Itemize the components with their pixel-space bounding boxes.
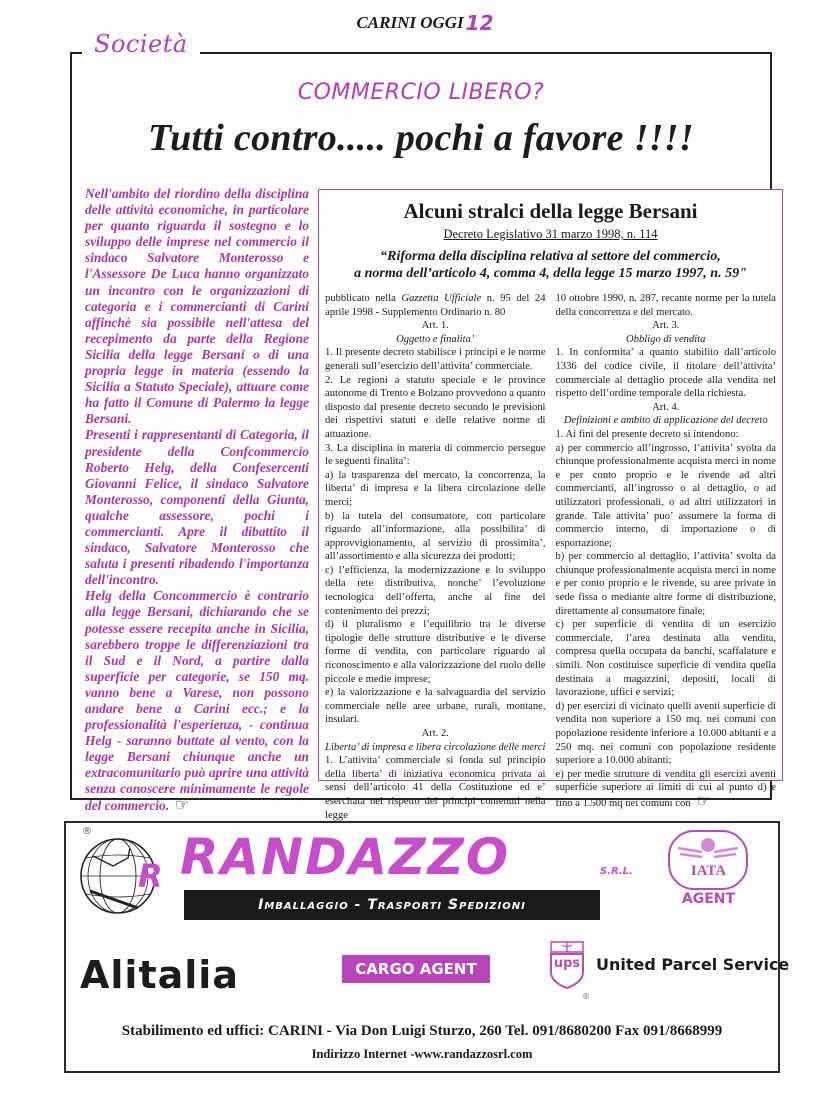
gazette-name: Gazzetta Ufficiale [401,293,482,304]
intro-column [85,186,309,814]
article-number: Art. 4. [652,401,680,413]
issue-number: 12 [465,11,494,35]
law-box-title: Alcuni stralci della legge Bersani [403,199,698,223]
law-paragraph: d) per esercizi di vicinato quelli aventi superficie di vendita non superiore a 150 mq. nei comuni con popolazione residente inferiore a 10.000 abitanti e a 250 mq. nei comuni con popolazione residente superiore a 10.000 abitanti; [555,700,776,767]
intro-paragraph [85,588,309,813]
law-subtitle-line: a norma dell’articolo 4, comma 4, della legge 15 marzo 1997, n. 59" [354,266,747,281]
company-address: Stabilimento ed uffici: CARINI - Via Don Luigi Sturzo, 260 Tel. 091/8680200 Fax 091/8668999 [121,1023,723,1039]
law-paragraph: 10 ottobre 1990, n. 287, recante norme per la tutela della concorrenza e del mercato. [555,293,776,318]
company-website: Indirizzo Internet -www.randazzosrl.com [311,1047,533,1061]
logo-letter: R [138,857,163,895]
article-number: Art. 3. [652,320,680,332]
law-paragraph: c) l’efficienza, la modernizzazione e lo sviluppo della rete distributiva, nonche’ l’evoluzione tecnologica dell’offerta, anche al fine del contenimento dei prezzi; [325,564,546,617]
law-subtitle [325,248,776,282]
ups-name: United Parcel Service [596,955,790,974]
law-columns [325,292,776,822]
law-excerpt-box [318,189,783,821]
article-title: Obbligo di vendita [626,333,706,345]
text: n. 95 del 24 aprile 1998 - Supplemento Ordinario n. 80 [325,293,546,318]
article-kicker: COMMERCIO LIBERO? [297,80,545,105]
alitalia-logo: Alitalia [80,953,239,997]
brand-name: RANDAZZO [180,828,511,886]
law-paragraph: b) la tutela del consumatore, con particolare riguardo all’informazione, alla possibilita’ di approvvigionamento, al servizio di prossimita’, all’assortimento e alla sicurezza dei prodotti; [325,510,546,563]
iata-agent-label: AGENT [681,891,736,907]
law-paragraph: 1. In conformita’ a quanto stabilito dall’articolo 1336 del codice civile, il titolare dell’attivita’ commerciale al dettaglio procede alla vendita nel rispetto dell’ordine temporale della richiesta. [555,347,776,400]
intro-paragraph: Presenti i rappresentanti di Categoria, il presidente della Confcommercio Roberto Helg, della Confesercenti Giovanni Felice, il sindaco Salvatore Monterosso, componenti della Giunta, qualche assessore, pochi i commercianti. Apre il dibattito il sindaco, Salvatore Monterosso che saluta i presenti ribadendo l'importanza dell'incontro. [85,427,309,588]
law-paragraph: 1. L’attivita’ commerciale si fonda sul principio della liberta’ di iniziativa economica privata ai sensi dell’articolo 41 della Costituzione ed e’ esercitata nel rispetto dei principi contenuti nella legge [325,755,546,821]
article-number: Art. 2. [421,728,449,739]
law-paragraph: 1. Ai fini del presente decreto si intendono: [555,428,739,440]
law-paragraph: d) il pluralismo e l’equilibrio tra le diverse tipologie delle strutture distributive e le diverse forme di vendita, con particolare riguardo al riconoscimento e alla valorizzazione del ruolo delle piccole e medie imprese; [325,619,546,685]
cargo-agent-badge: CARGO AGENT [342,955,490,983]
iata-logo [668,830,748,910]
intro-paragraph-text: Helg della Concommercio è contrario alla legge Bersani, dichiarando che se potesse essere recepita anche in Sicilia, sarebbero troppe le differenziazioni tra il Sud e il Nord, a partire dalla superficie per categorie, se 150 mq. vanno bene a Varese, non possono andare bene a Carini ecc.; e la professionalità l'esperienza, - continua Helg - saranno buttate al vento, con la legge Bersani chiunque anche un extracomunitario può aprire una attività senza conoscere minimamente le regole del commercio. [85,588,309,813]
article-title: Definizioni e ambito di applicazione del decreto [563,415,768,427]
text: pubblicato nella [325,293,402,304]
ups-logo-text: ups [553,956,581,971]
ups-logo [548,940,592,1006]
iata-wings-icon [676,836,740,860]
frame-rule [200,52,772,54]
article-headline: Tutti contro..... pochi a favore !!!! [148,117,694,159]
law-paragraph [556,768,777,811]
iata-text: IATA [690,863,727,879]
article-title: Oggetto e finalita’ [396,333,475,345]
law-paragraph: 2. Le regioni a statuto speciale e le province autonome di Trento e Bolzano provvedono a quanto disposto dal presente decreto secondo le previsioni dei rispettivi statuti e delle relative norme di attuazione. [325,374,546,440]
law-paragraph: a) la trasparenza del mercato, la concorrenza, la liberta’ di impresa e la libera circolazione delle merci; [325,469,546,508]
frame-rule [70,52,82,54]
law-column-left [325,292,546,822]
law-column-right [556,292,777,822]
registered-mark: ® [82,826,92,837]
logo-text: CARINI OGGI [356,13,464,32]
brand-suffix: S.R.L. [600,866,633,877]
pointing-hand-icon: ☞ [696,792,711,810]
article-number: Art. 1. [421,320,449,332]
registered-mark: ® [582,992,590,1001]
article-title: Liberta’ di impresa e libera circolazione delle merci [325,741,546,753]
law-subtitle-line: “Riforma della disciplina relativa al settore del commercio, [380,249,721,264]
law-paragraph: 1. Il presente decreto stabilisce i principi e le norme generali sull’esercizio dell’attivita’ commerciale. [325,347,546,372]
section-label: Società [94,30,188,58]
globe-logo [76,826,172,918]
law-paragraph-text: e) per medie strutture di vendita gli esercizi aventi superficie superiore ai limiti di cui al punto d) e fino a 1.500 mq nei comuni con [555,768,776,809]
law-paragraph: c) per superficie di vendita di un esercizio commerciale, l’area destinata alla vendita, compresa quella occupata da banchi, scaffalature e simili. Non costituisce superficie di vendita quella destinata a magazzini, depositi, locali di lavorazione, uffici e servizi; [555,619,776,699]
law-paragraph: b) per commercio al dettaglio, l’attivita’ svolta da chiunque professionalmente acquista merci in nome e per conto proprio e le rivende, su aree private in sede fissa o mediante altre forme di distribuzione, direttamente al consumatore finale; [555,551,776,617]
pointing-hand-icon: ☞ [175,796,190,814]
brand-tagline: Imballaggio - Trasporti Spedizioni [184,890,600,920]
law-paragraph: e) la valorizzazione e la salvaguardia del servizio commerciale nelle aree urbane, rurali, montane, insulari. [325,687,546,726]
law-decree: Decreto Legislativo 31 marzo 1998, n. 114 [443,227,658,241]
law-paragraph: 3. La disciplina in materia di commercio persegue le seguenti finalita’: [325,442,546,468]
masthead-logo [340,10,510,36]
intro-paragraph: Nell'ambito del riordino della disciplina delle attività economiche, in particolare per quanto riguarda il sostegno e lo sviluppo delle imprese nel commercio il sindaco Salvatore Monterosso e l'Assessore De Luca hanno organizzato un incontro con le organizzazioni di categoria e i commercianti di Carini affinchè sia possibile nell'attesa del recepimento da parte della Regione Sicilia della legge Bersani o di una propria legge in materia (essendo la Sicilia a Statuto Speciale), attuare come ha fatto il Comune di Palermo la legge Bersani. [85,186,309,427]
publication-note [325,292,546,319]
law-paragraph: a) per commercio all’ingrosso, l’attivita’ svolta da chiunque professionalmente acquista merci in nome e per conto proprio e le rivende ad altri commercianti, all’ingrosso o al dettaglio, o ad utilizzatori professionali, o ad altri utilizzatori in grande. Tale attivita’ puo’ assumere la forma di commercio interno, di importazione o di esportazione; [555,442,776,549]
